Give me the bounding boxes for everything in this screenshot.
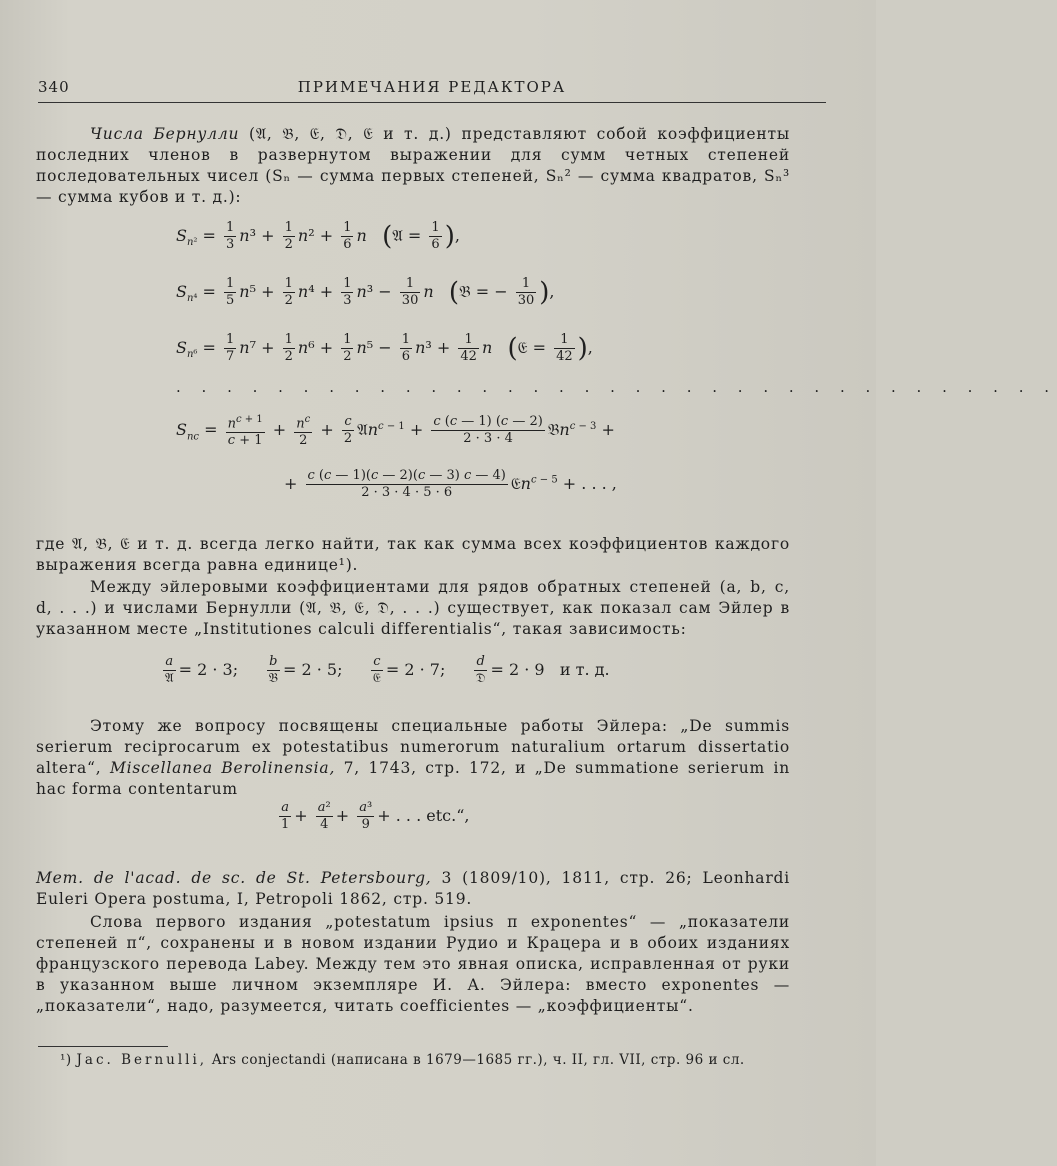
footnote-text: Ars conjectandi (написана в 1679—1685 гг.), ч. II, гл. VII, стр. 96 и сл. (207, 1052, 745, 1068)
formula-general-sum: $S_{nc}$ = $\frac{n^{c + 1}}{c + 1}$ + $\frac{n^c}{2}$ + $\frac{c}{2}$ 𝔄n$^{c - 1}$ + $\frac{c (c — 1) (c — 2)}{2 \cdot 3 \cdot 4}$ 𝔅n$^{c - 3}$ + (176, 414, 615, 449)
formula-sum-sixth-powers: $S_{n^6}$ = $\frac{1}{7}$ n⁷ + $\frac{1}{2}$ n⁶ + $\frac{1}{2}$ n⁵ − $\frac{1}{6}$ n³ + $\frac{1}{42}$ n (𝔈 = $\frac{1}{42}$ ), (176, 332, 593, 364)
paragraph-bernoulli-intro (36, 124, 790, 208)
formula-series: $\frac{a}{1}$ + $\frac{\text{a²}}{4}$ + $\frac{\text{a³}}{9}$ + . . . etc.“, (281, 800, 470, 832)
paragraph-text: (𝔄, 𝔅, 𝔈, 𝔇, 𝔈 и т. д.) представляют собой коэффициенты последних членов в развернутом выражении для сумм четных степеней последовательных чисел (Sₙ — сумма первых степеней, Sₙ² — сумма квадратов, Sₙ³ — сумма кубов и т. д.): (36, 125, 790, 206)
running-header (38, 76, 826, 103)
formula-sum-fourth-powers: $S_{n^4}$ = $\frac{1}{5}$ n⁵ + $\frac{1}{2}$ n⁴ + $\frac{1}{3}$ n³ − $\frac{1}{30}$ n (𝔅 = − $\frac{1}{30}$ ), (176, 276, 555, 308)
paragraph-euler-relation: Между эйлеровыми коэффициентами для рядов обратных степеней (a, b, c, d, . . .) и числами Бернулли (𝔄, 𝔅, 𝔈, 𝔇, . . .) существует, как показал сам Эйлер в указанном месте „Institutiones calculi differentialis“, такая зависимость: (36, 578, 790, 638)
ellipsis-row: . . . . . . . . . . . . . . . . . . . . . . . . . . . . . . . . . . . (176, 378, 1057, 396)
page-number: 340 (38, 78, 70, 96)
paragraph-euler-works: Этому же вопросу посвящены специальные работы Эйлера: „De summis serierum reciprocarum ex potestatibus numerorum naturalium ortarum dissertatio altera“, Miscellanea Berolinensia, 7, 1743, стр. 172, и „De summatione serierum in hac forma contentarum (36, 717, 790, 798)
footnote-rule (38, 1046, 168, 1047)
running-title: ПРИМЕЧАНИЯ РЕДАКТОРА (297, 78, 567, 96)
formula-euler-bernoulli-relations: $\frac{a}{\text{𝔄}}$ = 2 · 3; $\frac{b}{\text{𝔅}}$ = 2 · 5; $\frac{c}{\text{𝔈}}$ = 2 · 7; $\frac{d}{\text{𝔇}}$ = 2 · 9 и т. д. (165, 654, 610, 686)
paragraph-memoirs-reference: Mem. de l'acad. de sc. de St. Petersbourg, 3 (1809/10), 1811, стр. 26; Leonhardi Euleri Opera postuma, I, Petropoli 1862, стр. 519. (36, 869, 791, 908)
footnote-author: Jac. Bernulli, (76, 1052, 208, 1068)
memoirs-title: Mem. de l'acad. de sc. de St. Petersbourg, (36, 869, 432, 887)
footnote (60, 1052, 820, 1068)
paragraph-coefficients-sum: где 𝔄, 𝔅, 𝔈 и т. д. всегда легко найти, так как сумма всех коэффициентов каждого выражения всегда равна единице¹). (36, 535, 790, 574)
formula-sum-squares: $S_{n^2}$ = $\frac{1}{3}$ n³ + $\frac{1}{2}$ n² + $\frac{1}{6}$ n (𝔄 = $\frac{1}{6}$ ), (176, 220, 460, 252)
formula-general-sum-continued: + $\frac{c (c — 1)(c — 2)(c — 3) c — 4)}{2 \cdot 3 \cdot 4 \cdot 5 \cdot 6}$ 𝔈n$^{c - 5}$ + . . . , (284, 468, 617, 500)
journal-title: Miscellanea Berolinensia, (109, 759, 336, 777)
bernoulli-numbers-term: Числа Бернулли (90, 125, 240, 143)
footnote-marker: ¹) (60, 1052, 72, 1068)
paragraph-exponentes-note: Слова первого издания „potestatum ipsius π exponentes“ — „показатели степеней π“, сохранены и в новом издании Рудио и Крацера и в обоих изданиях французского перевода Labey. Между тем это явная описка, исправленная от руки в указанном выше личном экземпляре И. А. Эйлера: вместо exponentes — „показатели“, надо, разумеется, читать coefficientes — „коэффициенты“. (36, 913, 790, 1015)
